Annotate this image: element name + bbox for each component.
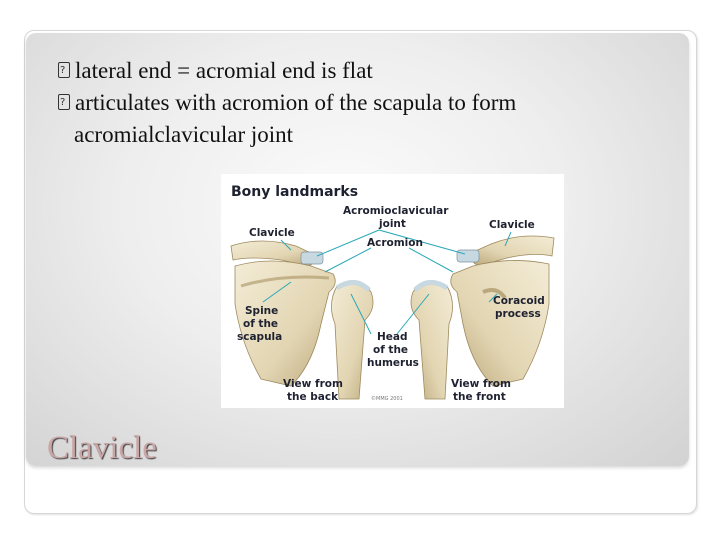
bullet-glyph-icon (57, 93, 74, 112)
bullet-continuation: acromialclavicular joint (74, 122, 294, 147)
label-ac-joint-line1: Acromioclavicular (343, 205, 449, 217)
label-spine-line3: scapula (237, 331, 283, 343)
bullet-text: lateral end = acromial end is flat (75, 58, 373, 83)
figure-heading: Bony landmarks (231, 184, 359, 200)
label-ac-joint-line2: joint (379, 218, 406, 230)
shoulder-bones-illustration (221, 174, 564, 408)
bullet-text: articulates with acromion of the scapula to form (75, 90, 517, 115)
scapula-front-bone (451, 260, 549, 386)
figure-copyright: ©MMG 2001 (371, 396, 403, 402)
label-view-back-line1: View from (283, 378, 343, 390)
bullet-item (57, 87, 677, 119)
shoulder-anatomy-figure (221, 174, 564, 408)
label-clavicle-front: Clavicle (489, 219, 535, 231)
label-spine-line1: Spine (245, 305, 279, 317)
label-head-line2: of the (373, 344, 409, 356)
label-head-line3: humerus (367, 357, 419, 369)
slide-title: Clavicle (47, 430, 157, 466)
bullet-item (57, 55, 677, 87)
label-spine-line2: of the (243, 318, 279, 330)
ac-joint-front (457, 250, 479, 262)
bullet-list (57, 55, 677, 151)
label-acromion: Acromion (367, 237, 423, 249)
bullet-glyph-icon (57, 61, 74, 80)
label-coracoid-line2: process (495, 308, 541, 320)
label-view-front-line1: View from (451, 378, 511, 390)
humerus-front-bone (411, 281, 453, 399)
ac-joint-back (301, 252, 323, 264)
label-head-line1: Head (377, 331, 408, 343)
label-view-front-line2: the front (453, 391, 506, 403)
label-coracoid-line1: Coracoid (493, 295, 545, 307)
label-clavicle-back: Clavicle (249, 227, 295, 239)
label-view-back-line2: the back (287, 391, 339, 403)
